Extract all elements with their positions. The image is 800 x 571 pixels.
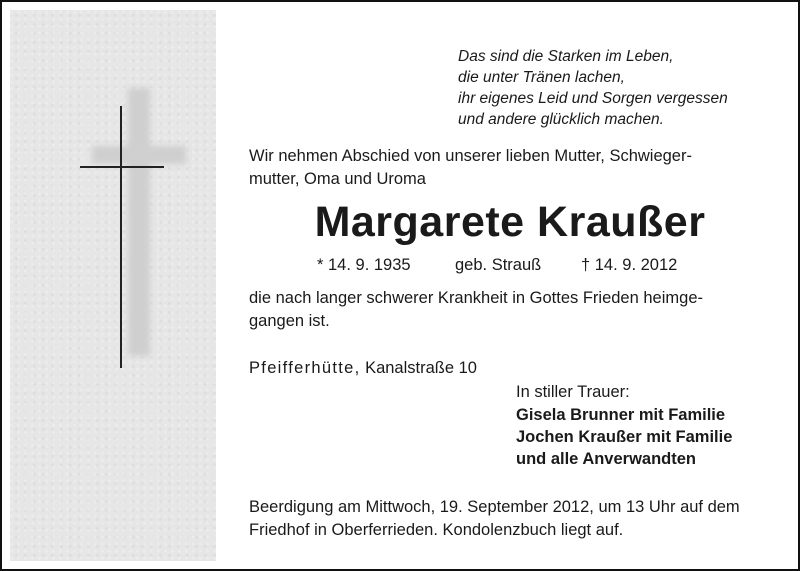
- cross-shadow: [92, 146, 186, 164]
- funeral-text: Beerdigung am Mittwoch, 19. September 2012, um 13 Uhr auf dem Friedhof in Oberferrieden. Kondolenzbuch liegt auf.: [249, 498, 740, 539]
- mourner: Jochen Kraußer mit Familie: [516, 428, 733, 446]
- cross-icon: [80, 166, 164, 168]
- passing-text: die nach langer schwerer Krankheit in Gottes Frieden heimge- gangen ist.: [249, 289, 703, 330]
- cross-icon: [120, 106, 122, 368]
- address-street: Kanalstraße 10: [365, 359, 477, 377]
- deceased-name: Margarete Kraußer: [314, 198, 706, 246]
- verse: [458, 46, 728, 130]
- verse-line: und andere glücklich machen.: [458, 111, 664, 128]
- cross-shadow: [128, 88, 150, 356]
- verse-line: ihr eigenes Leid und Sorgen vergessen: [458, 90, 728, 107]
- mourner: und alle Anverwandten: [516, 450, 697, 468]
- maiden-name: geb. Strauß: [455, 256, 542, 274]
- address-place: Pfeifferhütte,: [249, 359, 361, 377]
- address: [249, 359, 477, 378]
- birth-date: * 14. 9. 1935: [317, 256, 411, 274]
- mourner: Gisela Brunner mit Familie: [516, 406, 726, 424]
- mourners-list: [516, 404, 732, 470]
- death-date: † 14. 9. 2012: [581, 256, 678, 274]
- verse-line: Das sind die Starken im Leben,: [458, 48, 674, 65]
- verse-line: die unter Tränen lachen,: [458, 69, 625, 86]
- mourning-lead: In stiller Trauer:: [516, 383, 630, 401]
- side-panel: [10, 10, 216, 561]
- intro-text: Wir nehmen Abschied von unserer lieben Mutter, Schwieger- mutter, Oma und Uroma: [249, 147, 692, 188]
